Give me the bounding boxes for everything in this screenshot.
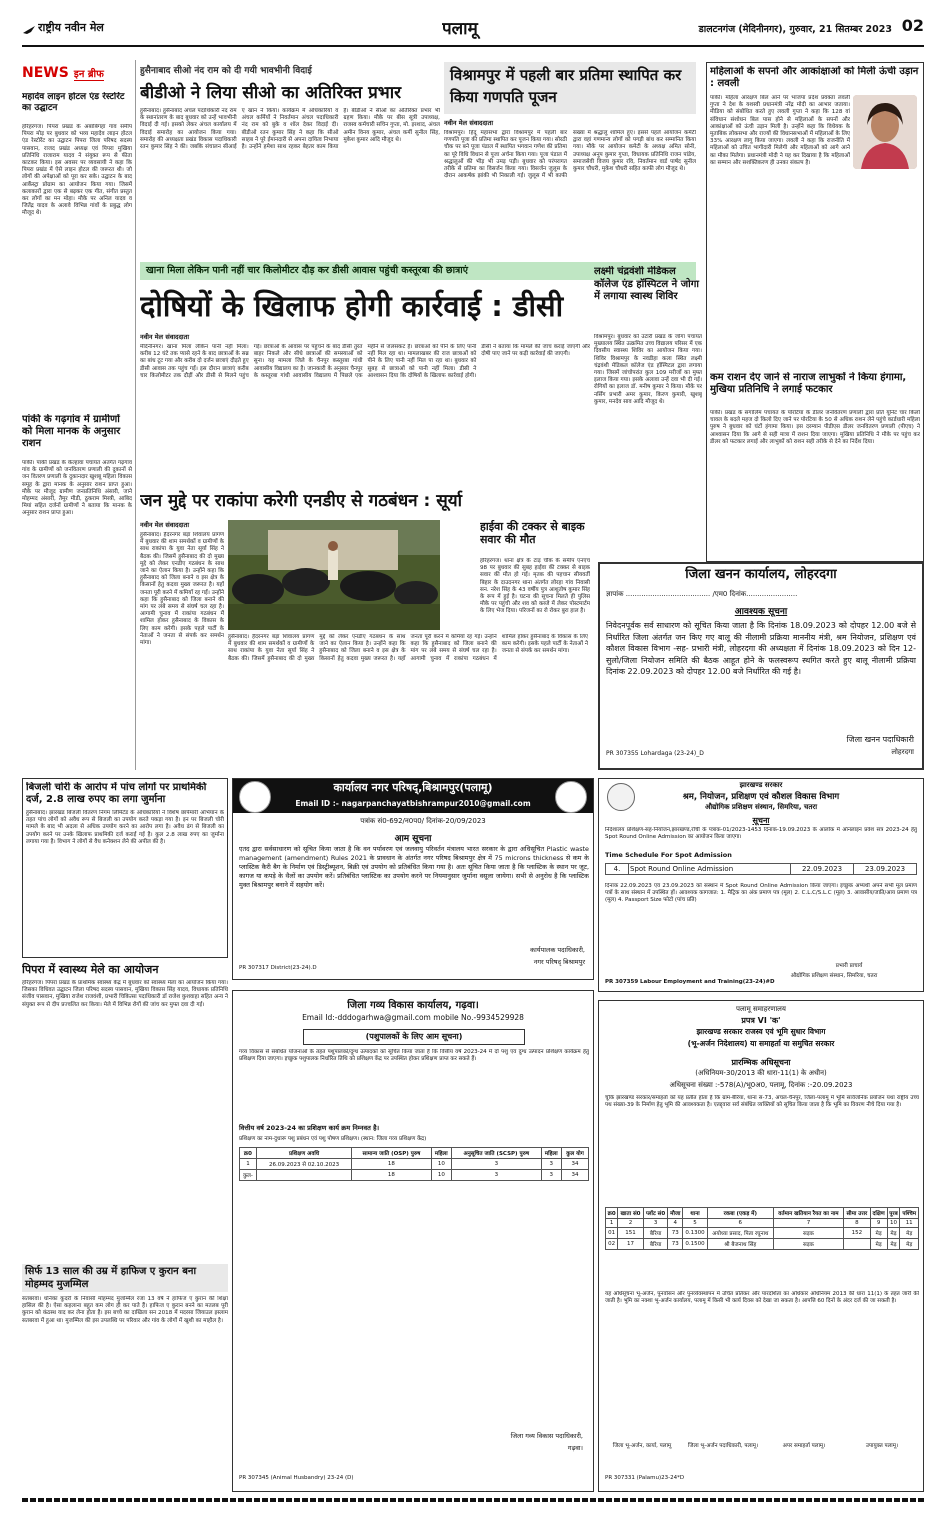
jan-mudde-body-left: हुसैनाबाद। हैदरनगर बड़ा शिवालय प्रांगण में बुधवार की शाम समर्थकों व ग्रामीणों के साथ राकांपा के युवा नेता सूर्या सिंह ने बैठक की। जिसमें हुसैनाबाद की दो मुख्य मुद्दे को लेकर एनडीए गठबंधन के साथ जाने का ऐलान किया है। उन्होंने कहा कि हुसैनाबाद को जिला बनाने व इस क्षेत्र के किसानों हेतु कदवा मुख्य जरूरत है। यहाँ जनता पूरी करने में कमियाँ रह गईं। उन्होंने कहा कि हुसैनाबाद को जिला बनाने की मांग पर लंबे समय से संघर्ष चल रहा है। आगामी चुनाव में राकांपा गठबंधन में शामिल होकर हुसैनाबाद के विकास के लिए काम करेगी। इसके पहले पार्टी के नेताओं ने जनता से संपर्क कर समर्थन मांगा।: [140, 532, 224, 647]
labour-sign: प्रभारी प्राचार्य: [835, 963, 863, 969]
bijli-box: [22, 778, 228, 958]
bhumi-top: पलामू समाहरणालय: [736, 1005, 786, 1013]
nagar-notice-title: आम सूचना: [394, 834, 432, 844]
bhumi-sign-2: जिला भू-अर्जन पदाधिकारी, पलामू।: [687, 1443, 759, 1449]
table-cell: [256, 1170, 351, 1181]
kasturba-byline: नवीन मेल संवाददाता: [140, 333, 189, 341]
bijli-body: हुसैनाबाद। झारखंड बिजली वितरण निगम लिमिटेड के अधिकारियों ने विशेष छापेमारी अभियान के तहत पांच लोगों को अवैध रूप से बिजली का उपयोग करते पकड़ा गया है। इन पर बिजली चोरी मामले के बाद भी अदला से अधिक उपयोग करने का आरोप लगा है। अवैध ढंग से बिजली का उपयोग करने पर उनके खिलाफ प्राथमिकी दर्ज कराई गई है। कुल 2.8 लाख रुपए का जुर्माना लगाया गया है। विभाग ने लोगों से वैध कनेक्शन लेने की अपील की है।: [26, 810, 224, 845]
table-cell: 01: [606, 1228, 618, 1239]
labour-row-event: Spot Round Online Admission: [629, 864, 791, 875]
bird-logo-icon: [22, 22, 36, 34]
bhumi-col: पूरब: [887, 1208, 900, 1219]
brief-item-1-body: हरिहरगंज। पिपरा प्रखंड के अंबाबिगहा गांव समीप पिपरा मोड़ पर बुधवार को भव्य महादेव लाइन होटल एंड रेस्टोरेंट का उद्घाटन पिपरा जिला परिषद सदस्य पासवान, राजद प्रखंड अध्यक्ष एवं पिपरा मुखिया प्रतिनिधि राजाराम यादव ने संयुक्त रूप से फीता काटकर किया। इस अवसर पर व्यवसायी ने कहा कि पिपरा प्रखंड में ऐसे लाइन होटल की जरूरत थी। जो लोगों की अपेक्षाओं को पूरा कर सके। उद्घाटन के बाद आर्केस्ट्रा प्रोग्राम का आयोजन किया गया। जिसमें कलाकारों द्वारा एक से बढ़कर एक गीत, संगीत प्रस्तुत कर लोगों का मन मोहा। मौके पर अनिल यादव व जितेंद्र यादव के अलावे विभिन्न गांवों के प्रबुद्ध लोग मौजूद थे।: [22, 124, 132, 217]
bhumi-ref: अधिसूचना संख्या :-578(A)/भू0अ0, पलामू, दिनांक :-20.09.2023: [669, 1081, 853, 1089]
labour-govt: झारखण्ड सरकार: [739, 781, 783, 789]
garhwa-sub: (पशुपालकों के लिए आम सूचना): [365, 1032, 463, 1041]
labour-inst: औद्योगिक प्रशिक्षण संस्थान, सिमरिया, चतरा: [704, 803, 818, 811]
bhumi-col: सीमा उत्तर: [844, 1208, 871, 1219]
dateline: डालटनगंज (मेदिनीनगर), गुरुवार, 21 सितम्बर 2023: [698, 24, 892, 35]
table-cell: 73: [668, 1239, 683, 1250]
khanan-sign-place: लोहरदगा: [891, 748, 914, 756]
nagar-ad: [232, 778, 594, 980]
bhumi-col: खाता सं0: [618, 1208, 644, 1219]
table-cell: 10: [431, 1170, 452, 1181]
table-cell: 5: [683, 1219, 708, 1228]
masthead: [22, 14, 924, 44]
top-story-headline: बीडीओ ने लिया सीओ का अतिरिक्त प्रभार: [140, 83, 402, 103]
nagar-sign-place: नगर परिषद् बिश्रामपुर: [533, 958, 585, 966]
garhwa-table-caption: वित्तीय वर्ष 2023-24 का प्रशिक्षण कार्य क्रम निम्नवत है।: [239, 1124, 380, 1132]
table-row: [606, 1219, 919, 1228]
paper-name: राष्ट्रीय नवीन मेल: [38, 21, 104, 34]
kasturba-headline: दोषियों के खिलाफ होगी कार्रवाई : डीसी: [140, 289, 564, 323]
table-cell: 3: [452, 1159, 541, 1170]
bhumi-table: [605, 1207, 919, 1250]
labour-row-from: 22.09.2023: [791, 864, 854, 875]
ganpati-body: विश्रामपुर। हिंदू महासभा द्वारा विश्रामपुर में पहली बार गणपति पूजा की प्रतिमा स्थापित कर पूजन किया गया। सोरठी चौक पर बने पूजा पंडाल में स्थापित भगवान गणेश की प्रतिमा का पूरे विधि विधान से पूजा अर्चना किया गया। पूजा पंडाल में श्रद्धालुओं की भीड़ भी उमड़ पड़ी। बुधवार को परंपरागत तरीके से प्रतिमा का विसर्जन किया गया। विसर्जन जुलूस के दौरान आकर्षक झांकी भी निकाली गई। जुलूस में भी काफी संख्या में श्रद्धालु शामिल हुए। इससे पहले आयोजन कमेटी द्वारा वहां गणमान्य लोगों को पगड़ी बांध कर सम्मानित किया गया। मौके पर आयोजन कमेटी के अध्यक्ष अमित सोनी, उपाध्यक्ष अनूप कुमार गुप्ता, विधायक प्रतिनिधि राजन पांडेय, समाजसेवी विजय कुमार रवि, निवर्तमान वार्ड पार्षद सुनील कुमार चौधरी, मुकेश चौधरी सहित काफी लोग मौजूद थे।: [444, 130, 696, 180]
table-cell: 1: [606, 1219, 618, 1228]
garhwa-col: अनुसूचित जाति (SCSP) पुरुष: [452, 1148, 541, 1159]
table-cell: 3: [643, 1219, 668, 1228]
bhumi-sub: (भू-अर्जन निदेशालय) या समाहर्ता या समुचित सरकार: [687, 1039, 835, 1048]
table-row: [240, 1159, 589, 1170]
labour-row-to: 23.09.2023: [854, 864, 917, 875]
table-row: [606, 1239, 919, 1250]
garhwa-sub-box: [303, 1029, 525, 1045]
table-header-row: [240, 1148, 589, 1159]
table-cell: मेड़: [870, 1228, 887, 1239]
nagar-email: Email ID :- nagarpanchayatbishrampur2010@gmail.com: [295, 799, 531, 808]
bhumi-ad: [598, 1000, 924, 1492]
ganpati-headline: विश्रामपुर में पहली बार प्रतिमा स्थापित कर किया गणपति पूजन: [450, 66, 682, 106]
brief-label: इन ब्रीफ: [73, 69, 104, 80]
brief-item-2-head: पांकी के गढ़गांव में ग्रामीणों को मिला मानक के अनुसार राशन: [22, 414, 121, 449]
bhumi-col: पश्चिम: [900, 1208, 919, 1219]
haiwa-headline: हाईवा की टक्कर से बाइक सवार की मौत: [480, 520, 585, 546]
lmch-body: विश्रामपुर। बुधवार को उंटारी प्रखंड के जोगा पंचायत मुख्यालय स्थित उत्क्रमित उच्च विद्यालय परिसर में एक दिवसीय स्वास्थ्य शिविर का आयोजन किया गया। शिविर विश्रामपुर के नवडीहा कला स्थित लक्ष्मी चंद्रवंशी मेडिकल कॉलेज एंड हॉस्पिटल द्वारा लगाया गया। जिसमें जांचोपरांत कुल 109 मरीजों का मुफ्त इलाज किया गया। इसके अलावा उन्हें दवा भी दी गई। रोगियों का इलाज डॉ. मनीष कुमार ने किया। मौके पर नर्सिंग प्रभारी अमर कुमार, किरण कुमारी, खुशबू कुमार, मनदेव साव आदि मौजूद थे।: [594, 334, 702, 405]
pipra-body: हरिहरगंज। पिपरा प्रखंड के प्राथमिक स्वास्थ्य केंद्र में बुधवार को स्वास्थ्य मेला का आयोजन किया गया। जिसका विधिवत उद्घाटन जिला परिषद सदस्य पासवान, मुखिया विकास सिंह यादव, विधायक प्रतिनिधि संजीव पासवान, मुखिया राजेश राजवंशी, प्रभारी चिकित्सा पदाधिकारी डॉ राजेश कुशवाहा सहित अन्य ने संयुक्त रूप से दीप प्रज्वलित कर किया। मेले में विभिन्न रोगों की जांच कर मुफ्त दवा दी गई।: [22, 980, 228, 1008]
top-story-kicker: हुसैनाबाद सीओ नंद राम को दी गयी भावभीनी विदाई: [140, 66, 312, 76]
nagar-ref: पत्रांक सं0-692/न0प0/ दिनांक-20/09/2023: [360, 817, 486, 825]
garhwa-pr: PR 307345 (Animal Husbandry) 23-24 (D): [239, 1475, 354, 1481]
garhwa-sign: जिला गव्य विकास पदाधिकारी,: [510, 1432, 583, 1440]
lovely-photo: [853, 95, 917, 169]
brief-item-2-body: पांकी। पांकी प्रखंड के केल्हावा पंचायत अंतर्गत गढ़गांव गांव के ग्रामीणों को जनवितरण प्रणाली की दुकानों से जन वितरण प्रणाली के दुकानदार खुशबू महिला विकास समूह के द्वारा मानक के अनुसार राशन प्राप्त हुआ। मौके पर मौजूद ग्रामीण जनप्रतिनिधि अंसारी, जाने मोहम्मद अंसारी, तैमुर मीडी, ठुकराम मिस्त्री, आबिद मियां सहित दर्जनों ग्रामीणों ने बताया कि मानक के अनुसार राशन प्राप्त हुआ।: [22, 460, 132, 517]
table-cell: कुल-: [240, 1170, 257, 1181]
ration-body: पांकी। प्रखंड के सगालिम पंचायत के पोरटिया के डीलर जनवितरण प्रणाली द्वारा प्रति यूनिट चार किलो चावल के बदले महज दो किलो दिए जाने पर पोरटिया के 50 से अधिक राशन लेने पहुंचे कार्डधारी महिला पुरुष ने बुधवार को घंटों हंगामा किया। इस दरम्यान पीडीएस डीलर जनवितरण प्रणाली (पीएच) ने आश्वासन दिया कि आगे से सही मात्रा में राशन दिया जाएगा। मुखिया प्रतिनिधि ने मौके पर पहुंच कर डीलर को फटकार लगाई और लाभुकों को राशन सही तरीके से देने का निर्देश दिया।: [710, 410, 920, 445]
table-cell: 3: [541, 1159, 562, 1170]
news-label: NEWS: [22, 65, 69, 81]
lovely-body: पांकी। महिला आरक्षण बिल आने पर भाजपा प्रदेश प्रवक्ता लवली गुप्ता ने देश के यशस्वी प्रधानमंत्री नरेंद्र मोदी का आभार जताया। मीडिया को संबोधित करते हुए लवली गुप्ता ने कहा कि 128 वां संविधान संशोधन बिल पास होने से महिलाओं के सपनों और आकांक्षाओं को ऊंची उड़ान मिली है। उन्होंने कहा कि विधेयक के मुताबिक लोकसभा और राज्यों की विधानसभाओं में महिलाओं के लिए 33% आरक्षण लागू किया जाएगा। लवली ने कहा कि राजनीति में महिलाओं को उचित भागीदारी मिलेगी और महिलाओं को आगे आने का मौका मिलेगा। प्रधानमंत्री मोदी ने यह कर दिखाया है कि महिलाओं का सम्मान और सशक्तिकरण ही उनका संकल्प है।: [710, 95, 850, 166]
table-cell: [844, 1239, 871, 1250]
table-cell: 11: [900, 1219, 919, 1228]
kasturba-body: मेदिनीनगर। खाना मिला लेकिन पानी नहीं मिला। करीब 12 घंटे तक प्यासे रहने के बाद छात्राओं के सब्र का बांध टूट गया और करीब दो दर्जन छात्राएं दौड़ते हुए डीसी आवास तक पहुंच गईं। इस दौरान छात्राएं करीब चार किलोमीटर तक दौड़ीं और डीसी से मिलने पहुंच गईं। छात्राओं के आवास पर पहुंचने के बाद डीसी तुरंत बाहर निकले और सीधे छात्राओं की समस्याओं को सुना। यह मामला जिले के चैनपुर कस्तूरबा गांधी आवासीय विद्यालय का है। जानकारी के अनुसार चैनपुर के कस्तूरबा गांधी आवासीय विद्यालय में पिछले एक महीने से जलसंकट है। छात्राओं को पीने के लिए पानी नहीं मिल रहा था। मामलाखबर की राज छात्राओं को पीने के लिए पानी नहीं मिल पा रहा था। बुधवार को सुबह से छात्राओं को पानी नहीं मिला। डीसी ने आश्वासन दिया कि दोषियों के खिलाफ कार्रवाई होगी। डीसी ने बताया कि मामले की जांच कराई जाएगी और दोषी पाए जाने पर कड़ी कार्रवाई की जाएगी।: [140, 344, 590, 379]
bhumi-footer-body: यह अधिसूचना भू-अर्जन, पुनर्वासन और पुनर्व्यवस्थापन में उचित प्रतिकर और पारदर्शिता का अधिकार अधिनियम 2013 की धारा 11(1) के तहत जारी की जाती है। भूमि का नक्शा भू-अर्जन कार्यालय, पलामू में किसी भी कार्य दिवस को देखा जा सकता है। आपत्ति 60 दिनों के अंदर दर्ज की जा सकती है।: [605, 1291, 919, 1305]
bhumi-col: थाना: [683, 1208, 708, 1219]
jan-mudde-byline: नवीन मेल संवाददाता: [140, 521, 189, 529]
lovely-headline: महिलाओं के सपनो और आकांक्षाओं को मिली ऊंची उड़ान : लवली: [710, 66, 919, 89]
table-cell: 9: [870, 1219, 887, 1228]
top-story-body: हुसैनाबाद। हुसैनाबाद अंचल पदाधिकारी नंद राम के स्थानांतरण के बाद बुधवार को उन्हें भावभीनी विदाई दी गई। इसको लेकर अंचल कार्यालय में विदाई समारोह का आयोजन किया गया। समारोह की अध्यक्षता प्रखंड विकास पदाधिकारी रतन कुमार सिंह ने की। जबकि संचालन सीआई ए खान ने किया। कार्यक्रम में अधिकारियों व अंचल कर्मियों ने निवर्तमान अंचल पदाधिकारी नंद राम को बुके व शॉल देकर विदाई दी। बीडीओ रतन कुमार सिंह ने कहा कि सीओ साहब ने पूरे ईमानदारी से अपना दायित्व निभाया है। उन्होंने हमेशा साथ रहकर बेहतर काम किया है। बीडीओ ने सीओ का अतिरिक्त प्रभार भी ग्रहण किया। मौके पर बीस सूत्री उपाध्यक्ष, राजस्व कर्मचारी सचिन गुप्ता, मो. इरशाद, अंचल अमीन विनय कुमार, अंचल कर्मी सुनील सिंह, मुकेश कुमार आदि मौजूद थे।: [140, 108, 440, 151]
nagar-emblem-icon-right: [555, 781, 587, 813]
labour-intro: निदेशालय प्रशिक्षण-सह-नियोजन,झारखण्ड,राँची के पत्रांक-01/2023-1453 दिनांक-19.09.2023 के आलोक में ऑनलाइन प्रवेश सत्र 2023-24 हेतु Spot Round Online Admission का आयोजन किया जाएगा।: [605, 827, 917, 840]
labour-row-no: 4.: [606, 864, 629, 875]
column-divider: [135, 60, 136, 770]
jan-mudde-body-continued: हुसैनाबाद। हैदरनगर बड़ा शिवालय प्रांगण में बुधवार की शाम समर्थकों व ग्रामीणों के साथ राकांपा के युवा नेता सूर्या सिंह ने बैठक की। जिसमें हुसैनाबाद की दो मुख्य मुद्दे को लेकर एनडीए गठबंधन के साथ जाने का ऐलान किया है। उन्होंने कहा कि हुसैनाबाद को जिला बनाने व इस क्षेत्र के किसानों हेतु कदवा मुख्य जरूरत है। यहाँ जनता पूरी करने में कमियाँ रह गईं। उन्होंने कहा कि हुसैनाबाद को जिला बनाने की मांग पर लंबे समय से संघर्ष चल रहा है। आगामी चुनाव में राकांपा गठबंधन में शामिल होकर हुसैनाबाद के विकास के लिए काम करेगी। इसके पहले पार्टी के नेताओं ने जनता से संपर्क कर समर्थन मांगा।: [228, 634, 588, 662]
table-cell: श्री बैजनाथ सिंह: [707, 1239, 773, 1250]
table-cell: 6: [707, 1219, 773, 1228]
bhumi-col: दक्षिण: [870, 1208, 887, 1219]
page-number: 02: [901, 16, 924, 35]
jan-mudde-photo: [228, 520, 440, 630]
garhwa-col: महिला: [431, 1148, 452, 1159]
bhumi-col: वर्तमान खतियान रैयत का नाम: [773, 1208, 843, 1219]
lmch-headline: लक्ष्मी चंद्रवंशी मेडिकल कॉलेज एंड हॉस्पिटल ने जोगा में लगाया स्वास्थ शिविर: [594, 266, 699, 302]
ganpati-byline: नवीन मेल संवाददाता: [444, 119, 493, 127]
garhwa-table: [239, 1147, 589, 1181]
bhumi-notice: प्रारम्भिक अधिसूचना: [731, 1058, 791, 1067]
table-cell: बैरिया: [643, 1239, 668, 1250]
khanan-sign: जिला खनन पदाधिकारी: [846, 735, 914, 744]
garhwa-email: Email Id:-dddogarhwa@gmail.com mobile No.-9934529928: [302, 1013, 524, 1022]
bhumi-body: चूंकि झारखण्ड सरकार/समाहर्ता को यह प्रतीत होता है कि ग्राम-बैरिया, थाना सं-73, अंचल-चैनपुर, जिला-पलामू में भूमि सार्वजनिक प्रयोजन यथा राष्ट्रीय उच्च पथ संख्या-39 के निर्माण हेतु भूमि की आवश्यकता है। एतद्द्वारा सर्व संबंधित व्यक्तियों को सूचित किया जाता है कि भूमि का विवरण नीचे दिया गया है।: [605, 1095, 919, 1109]
garhwa-col: कुल योग: [562, 1148, 589, 1159]
table-cell: 3: [452, 1170, 541, 1181]
kasturba-banner-text: खाना मिला लेकिन पानी नहीं चार किलोमीटर दौड़ कर डीसी आवास पहुंची कस्तूरबा की छात्राएं: [146, 265, 469, 276]
ration-headline: कम राशन देए जाने से नाराज लाभुकों ने किया हंगामा, मुखिया प्रतिनिधि ने लगाई फटकार: [710, 372, 907, 395]
garhwa-col: क्र0: [240, 1148, 257, 1159]
labour-sign-inst: औद्योगिक प्रशिक्षण संस्थान, सिमरिया, चतरा: [790, 973, 878, 979]
ganpati-headline-box: [444, 62, 696, 114]
table-cell: 18: [352, 1170, 431, 1181]
labour-ad: [598, 778, 924, 992]
nagar-body: एतद द्वारा सर्वसाधारण को सूचित किया जाता है कि वन पर्यावरण एवं जलवायु परिवर्तन मंत्रालय भारत सरकार के द्वारा अधिसूचित Plastic waste management (amendment) Rules 2021 के प्रावधान के अंतर्गत नगर परिषद बिश्रामपुर क्षेत्र में 75 microns thickness से कम के प्लास्टिक कैरी बैग के निर्माण एवं डिस्ट्रीब्यूशन, बिक्री एवं उपयोग को प्रतिबंधित किया गया है। अतः सूचित किया जाता है कि प्लास्टिक के स्थान पर जूट, कागज या कपड़े के थैलों का उपयोग करें। प्रतिबंधित प्लास्टिक का उपयोग करने पर नियमानुसार जुर्माना वसूला जायेगा। सभी से अनुरोध है कि प्लास्टिक मुक्त बिश्रामपुर बनाने में सहयोग करें।: [239, 845, 589, 889]
bhumi-dept: झारखण्ड सरकार राजस्व एवं भूमि सुधार विभाग: [696, 1027, 826, 1036]
nagar-header: [233, 779, 593, 813]
garhwa-body: गव्य विकास से संबंधित योजनाओं के तहत पशुपालकों/दुग्ध उत्पादकों को सूचित किया जाता है कि वित्तीय वर्ष 2023-24 में दो पशु एवं दुग्ध उत्पादन प्रशिक्षण कार्यक्रम हेतु प्रशिक्षण दिया जाएगा। इच्छुक पशुपालक निर्धारित तिथि को प्रशिक्षण केंद्र पर उपस्थित होकर प्रशिक्षण प्राप्त कर सकते हैं।: [239, 1049, 589, 1063]
table-cell: 34: [562, 1159, 589, 1170]
table-cell: 26.09.2023 से 02.10.2023: [256, 1159, 351, 1170]
bhumi-col: क्र0: [606, 1208, 618, 1219]
table-cell: 02: [606, 1239, 618, 1250]
table-row: [606, 1228, 919, 1239]
masthead-rule: [22, 45, 924, 47]
table-cell: सड़क: [773, 1239, 843, 1250]
table-cell: 1: [240, 1159, 257, 1170]
bhumi-sign-1: जिला भू-अर्जन, कार्या, पलामू: [612, 1443, 672, 1449]
table-cell: 18: [352, 1159, 431, 1170]
table-cell: मेड़: [887, 1228, 900, 1239]
bhumi-col: मौजा: [668, 1208, 683, 1219]
table-cell: 3: [541, 1170, 562, 1181]
bhumi-form: प्रपत्र VI 'क': [741, 1016, 781, 1025]
garhwa-col: प्रशिक्षण अवधि: [256, 1148, 351, 1159]
nagar-pr: PR 307317 District(23-24).D: [239, 965, 317, 971]
labour-notice-title: सूचना: [752, 816, 770, 825]
table-cell: 8: [844, 1219, 871, 1228]
garhwa-table-sub: प्रशिक्षण का नाम-दुधारू पशु प्रबंधन एवं पशु पोषण प्रशिक्षण। (स्थान: जिला गव्य प्रशिक्षण केंद्र): [239, 1136, 427, 1142]
news-brief-label: [22, 62, 122, 82]
nagar-sign: कार्यपालक पदाधिकारी,: [530, 946, 585, 954]
pipra-headline: पिपरा में स्वास्थ्य मेले का आयोजन: [22, 963, 159, 976]
khanan-pr: PR 307355 Lohardaga (23-24)_D: [606, 750, 704, 757]
table-cell: 4: [668, 1219, 683, 1228]
table-cell: 0.1300: [683, 1228, 708, 1239]
bhumi-col: रकबा (एकड़ में): [707, 1208, 773, 1219]
bottom-rule: [22, 1498, 924, 1502]
khanan-notice-title: आवश्यक सूचना: [734, 607, 788, 617]
table-row: [606, 864, 917, 875]
labour-dept: श्रम, नियोजन, प्रशिक्षण एवं कौशल विकास विभाग: [682, 792, 840, 802]
bhumi-sign-3: अपर समाहर्ता पलामू।: [782, 1443, 826, 1449]
bhumi-col: प्लॉट सं0: [643, 1208, 668, 1219]
bijli-headline: बिजली चोरी के आरोप में पांच लोगों पर प्राथमिकी दर्ज, 2.8 लाख रुपए का लगा जुर्माना: [26, 782, 207, 805]
jan-mudde-headline: जन मुद्दे पर राकांपा करेगी एनडीए से गठबंधन : सूर्या: [140, 491, 462, 511]
table-cell: मेड़: [887, 1239, 900, 1250]
table-cell: अयोध्या प्रसाद, पिता रघुनाथ: [707, 1228, 773, 1239]
haiwa-body: हरिहरगंज। थाना क्षेत्र के टाड़ चौक के समीप एनएच 98 पर बुधवार की सुबह हाईवा की टक्कर से बाइक सवार की मौत हो गई। मृतक की पहचान सीयवर्ती बिहार के दाउदनगर थाना अंतर्गत लोरहा गांव निवासी सन. नरेश सिंह के 43 वर्षीय पुत्र आशुतोष कुमार सिंह के रूप में हुई है। घटना की सूचना मिलते ही पुलिस मौके पर पहुंची और शव को कब्जे में लेकर पोस्टमार्टम के लिए भेज दिया। परिजनों का रो रोकर बुरा हाल है।: [480, 558, 590, 615]
garhwa-sign-place: गढ़वा।: [567, 1444, 583, 1452]
table-cell: बैरिया: [643, 1228, 668, 1239]
garhwa-col: सामान्य जाति (OSP) पुरुष: [352, 1148, 431, 1159]
khanan-title: जिला खनन कार्यालय, लोहरदगा: [600, 564, 922, 586]
nagar-title: कार्यालय नगर परिषद्,बिश्रामपुर(पलामू): [333, 781, 493, 794]
khanan-ref: ज्ञापांक ...................................... /एम0 दिनांक.......................: [606, 590, 798, 598]
table-cell: 73: [668, 1228, 683, 1239]
table-cell: सड़क: [773, 1228, 843, 1239]
labour-schedule-table: [605, 863, 917, 875]
brief-item-1-head: महादेव लाइन होटल एंड रेस्टोरेंट का उद्घाटन: [22, 92, 125, 113]
garhwa-ad: [232, 990, 594, 1492]
table-header-row: [606, 1208, 919, 1219]
table-cell: 34: [562, 1170, 589, 1181]
table-cell: 0.1500: [683, 1239, 708, 1250]
khanan-ad: [598, 562, 924, 770]
table-cell: 151: [618, 1228, 644, 1239]
bhumi-act: (अधिनियम-30/2013 की धारा-11(1) के अधीन): [695, 1069, 827, 1077]
labour-pr: PR 307359 Labour Employment and Training(23-24)#D: [605, 979, 775, 985]
bhumi-sign-4: उपायुक्त पलामू।: [865, 1443, 899, 1449]
table-cell: 17: [618, 1239, 644, 1250]
nagar-emblem-icon: [239, 781, 271, 813]
bhumi-pr: PR 307331 (Palamu)23-24*D: [605, 1475, 685, 1481]
hafiz-headline: सिर्फ 13 साल की उम्र में हाफिज ए कुरान बना मोहम्मद मुजम्मिल: [25, 1266, 197, 1290]
table-cell: मेड़: [900, 1239, 919, 1250]
table-cell: 7: [773, 1219, 843, 1228]
table-cell: मेड़: [870, 1239, 887, 1250]
edition-name: पलामू: [442, 19, 478, 39]
labour-note: दिनांक 22.09.2023 एवं 23.09.2023 को संस्थान में Spot Round Online Admission किया जाएगा। इच्छुक अभ्यर्थी अपने सभी मूल प्रमाण पत्रों के साथ संस्थान में उपस्थित हों। आवश्यक कागजात: 1. मैट्रिक का अंक प्रमाण पत्र (मूल) 2. C.L.C/S.L.C (मूल) 3. आवासीय/जाति/आय प्रमाण पत्र (मूल) 4. Passport Size फोटो (पांच प्रति): [605, 883, 917, 904]
labour-table-title: Time Schedule For Spot Admission: [605, 851, 732, 859]
hafiz-body: सतबरवा। धनिका कुदरी के निवासी मोहम्मद मुजम्मिल रजा 13 वर्ष ने हाफिज ए कुरान की शिक्षा हासिल की है। ऐसा कहलाना बहुत कम लोग ही कर पाते हैं। हाफिज ए कुरान बनने का मतलब पूरी कुरान को कंठस्थ याद कर लेना होता है। इस बच्चे का दाखिला सन 2018 में मदरसा जियाउल इस्लाम सतबरवा में हुआ था। मुजम्मिल की इस उपलब्धि पर परिवार और गांव के लोगों में खुशी का माहौल है।: [22, 1296, 228, 1324]
table-cell: 2: [618, 1219, 644, 1228]
table-cell: 10: [887, 1219, 900, 1228]
garhwa-title: जिला गव्य विकास कार्यालय, गढ़वा।: [347, 1000, 479, 1011]
table-row: [240, 1170, 589, 1181]
khanan-body: निवेदनपूर्वक सर्व साधारण को सूचित किया जाता है कि दिनांक 18.09.2023 को दोपहर 12.00 बजे से निर्धारित जिला अंतर्गत जन किए गए बालू की नीलामी प्रक्रिया माननीय मंत्री, श्रम नियोजन, प्रशिक्षण एवं कौशल विकास विभाग -सह- प्रभारी मंत्री, लोहरदगा की अध्यक्षता में दिनांक 18.09.2023 को दिन 12-सुलो/जिला नियोजन समिति की बैठक आहूत होने के फलस्वरूप स्थगित करते हुए बालू नीलामी प्रक्रिया दिनांक 22.09.2023 को दोपहर 12.00 बजे निर्धारित की गई है।: [606, 621, 916, 676]
table-cell: 152: [844, 1228, 871, 1239]
table-cell: मेड़: [900, 1228, 919, 1239]
garhwa-col: महिला: [541, 1148, 562, 1159]
table-cell: 10: [431, 1159, 452, 1170]
hafiz-headline-box: [22, 1264, 228, 1292]
